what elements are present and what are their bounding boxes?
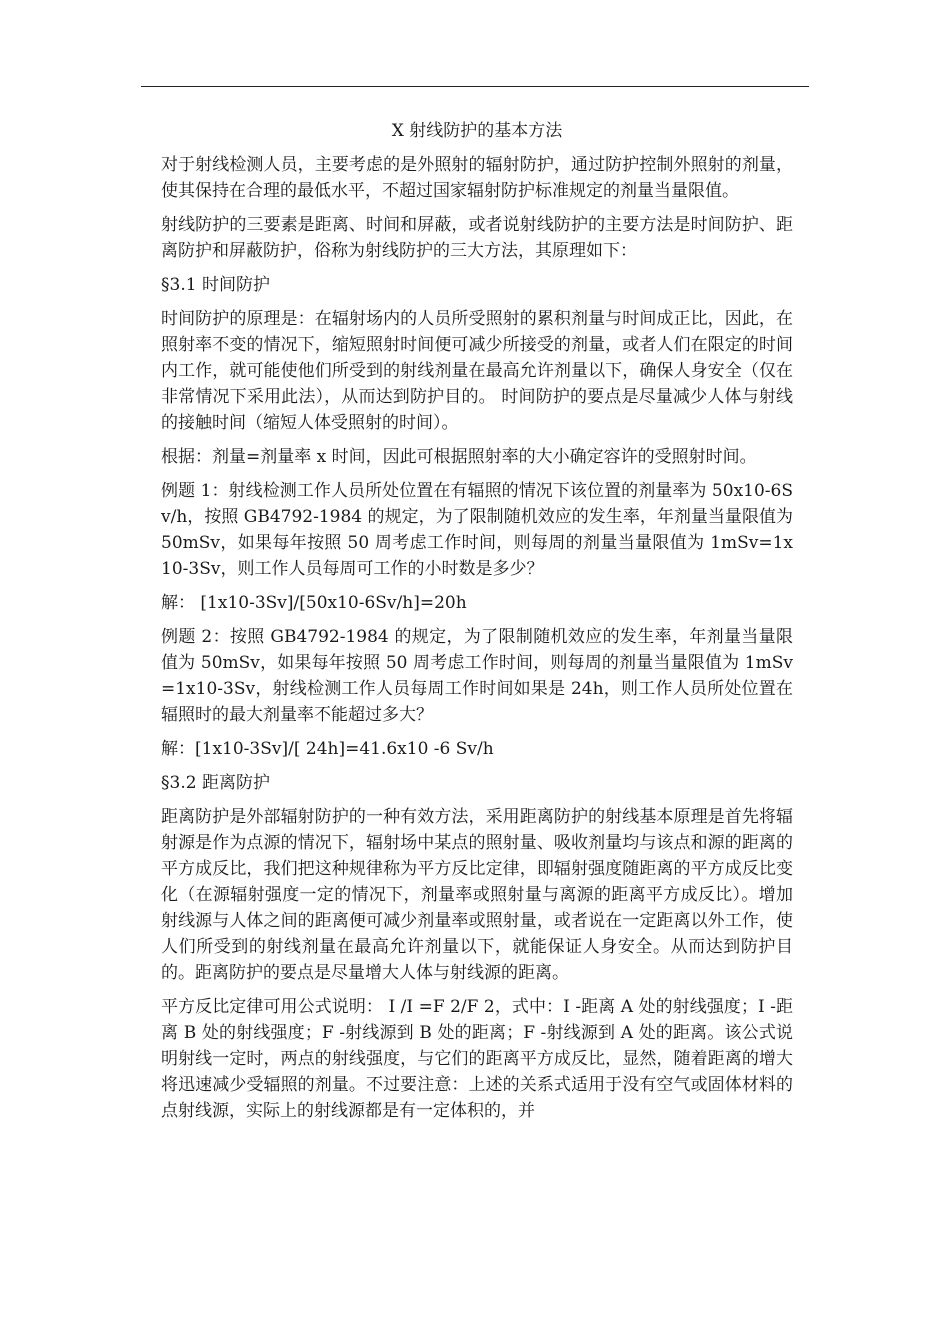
- solution-2: 解：[1x10-3Sv]/[ 24h]=41.6x10 -6 Sv/h: [161, 739, 494, 759]
- time-protection-principle: 时间防护的原理是：在辐射场内的人员所受照射的累积剂量与时间成正比，因此，在照射率不变的情况下，缩短照射时间便可减少所接受的剂量，或者人们在限定的时间内工作，就可能使他们所受到的射线剂量在最高允许剂量以下，确保人身安全（仅在非常情况下采用此法），从而达到防护目的。 时间防护的要点是尽量减少人体与射线的接触时间（缩短人体受照射的时间）。: [161, 309, 793, 433]
- example-2: 例题 2：按照 GB4792-1984 的规定，为了限制随机效应的发生率，年剂量当量限值为 50mSv，如果每年按照 50 周考虑工作时间，则每周的剂量当量限值为 1mSv=1x10-3Sv，射线检测工作人员每周工作时间如果是 24h，则工作人员所处位置在辐照时的最大剂量率不能超过多大？: [161, 627, 793, 725]
- document-page: [161, 118, 793, 1132]
- intro-paragraph-1: 对于射线检测人员，主要考虑的是外照射的辐射防护，通过防护控制外照射的剂量，使其保持在合理的最低水平，不超过国家辐射防护标准规定的剂量当量限值。: [161, 155, 793, 201]
- header-rule: [141, 86, 809, 87]
- intro-paragraph-2: 射线防护的三要素是距离、时间和屏蔽，或者说射线防护的主要方法是时间防护、距离防护和屏蔽防护，俗称为射线防护的三大方法，其原理如下：: [161, 215, 793, 261]
- distance-protection-principle: 距离防护是外部辐射防护的一种有效方法，采用距离防护的射线基本原理是首先将辐射源是作为点源的情况下，辐射场中某点的照射量、吸收剂量均与该点和源的距离的平方成反比，我们把这种规律称为平方反比定律，即辐射强度随距离的平方成反比变化（在源辐射强度一定的情况下，剂量率或照射量与离源的距离平方成反比）。增加射线源与人体之间的距离便可减少剂量率或照射量，或者说在一定距离以外工作，使人们所受到的射线剂量在最高允许剂量以下，就能保证人身安全。从而达到防护目的。距离防护的要点是尽量增大人体与射线源的距离。: [161, 807, 793, 983]
- section-heading-time-protection: §3.1 时间防护: [161, 275, 270, 295]
- example-1: 例题 1：射线检测工作人员所处位置在有辐照的情况下该位置的剂量率为 50x10-6Sv/h，按照 GB4792-1984 的规定，为了限制随机效应的发生率，年剂量当量限值为 50mSv，如果每年按照 50 周考虑工作时间，则每周的剂量当量限值为 1mSv=1x10-3Sv，则工作人员每周可工作的小时数是多少？: [161, 481, 793, 579]
- document-title: X 射线防护的基本方法: [391, 121, 563, 141]
- solution-1: 解： [1x10-3Sv]/[50x10-6Sv/h]=20h: [161, 593, 467, 613]
- inverse-square-law-paragraph: 平方反比定律可用公式说明： I /I =F 2/F 2，式中：I -距离 A 处的射线强度；I -距离 B 处的射线强度；F -射线源到 B 处的距离；F -射线源到 A 处的距离。该公式说明射线一定时，两点的射线强度，与它们的距离平方成反比，显然，随着距离的增大将迅速减少受辐照的剂量。不过要注意：上述的关系式适用于没有空气或固体材料的点射线源，实际上的射线源都是有一定体积的，并: [161, 997, 793, 1121]
- section-heading-distance-protection: §3.2 距离防护: [161, 773, 270, 793]
- time-protection-basis: 根据：剂量=剂量率 x 时间，因此可根据照射率的大小确定容许的受照射时间。: [161, 447, 757, 467]
